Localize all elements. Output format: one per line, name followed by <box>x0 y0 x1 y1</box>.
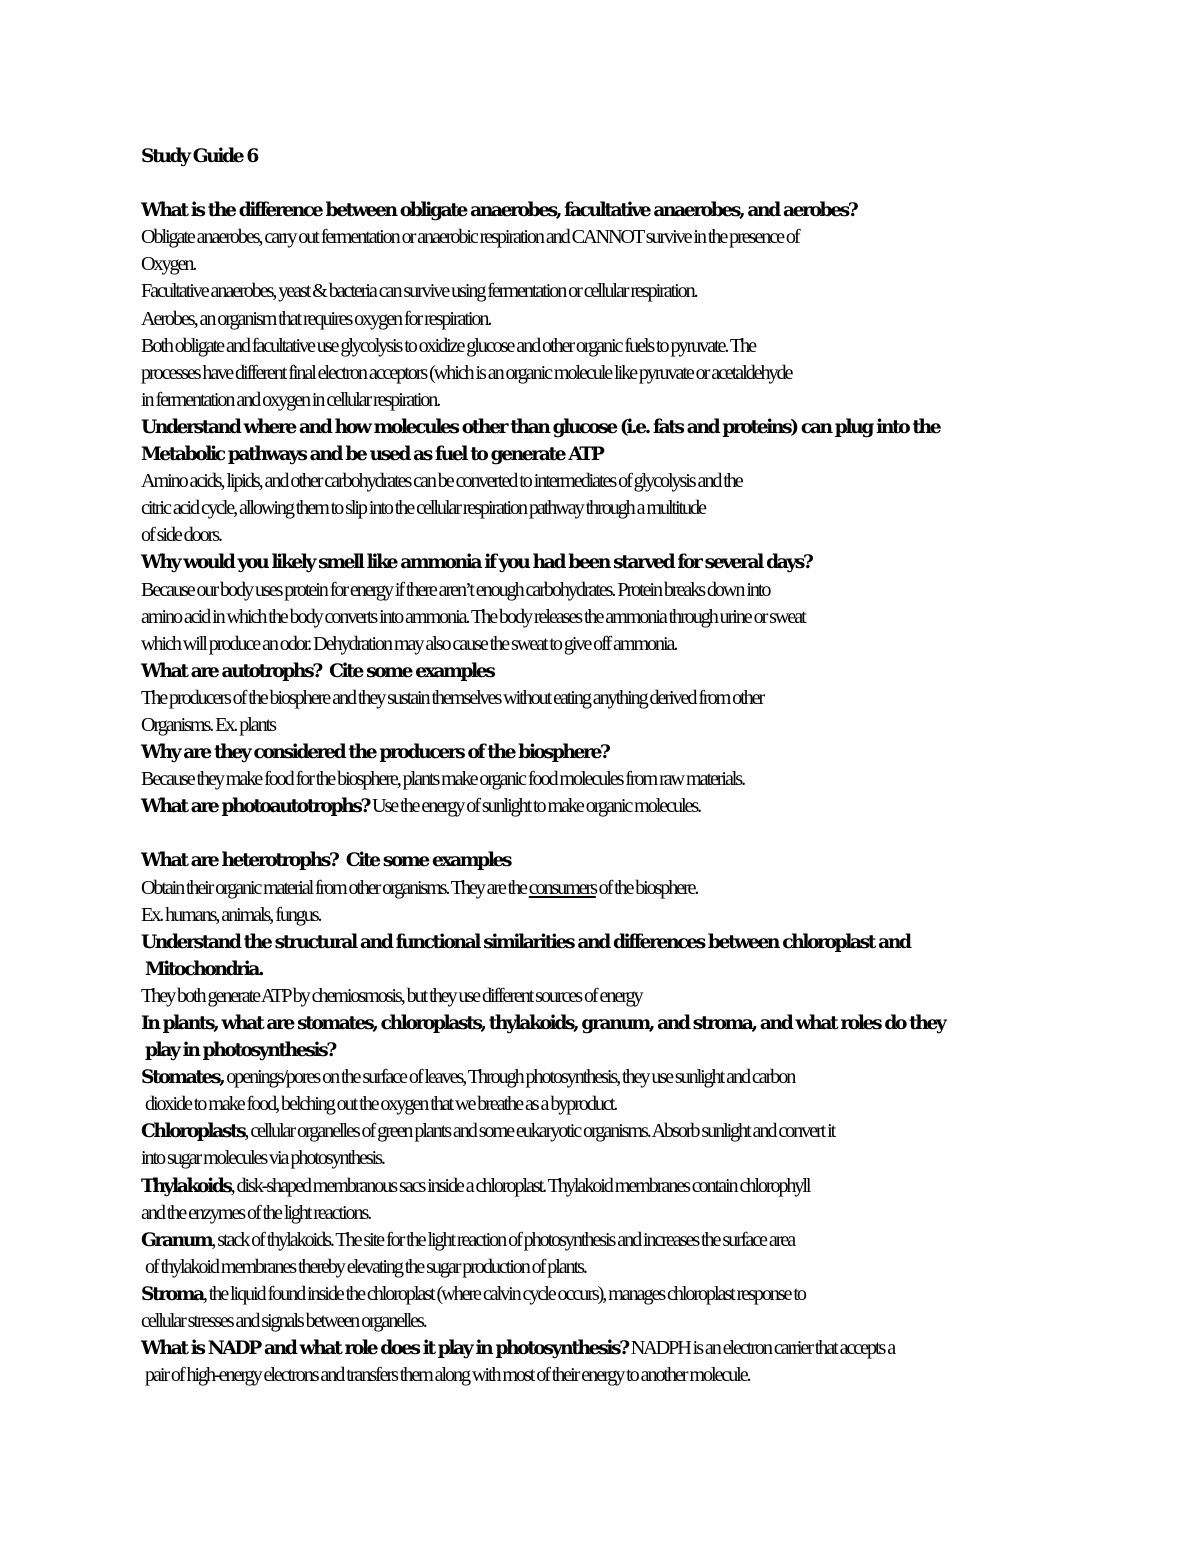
question-heterotrophs: What are heterotrophs? Cite some examples <box>141 850 511 872</box>
answer-line: Aerobes, an organism that requires oxygen for respiration. <box>141 307 491 330</box>
term-thylakoids <box>141 1173 1200 1200</box>
answer-line: amino acid in which the body converts into ammonia. The body releases the ammonia through urine or sweat <box>141 605 805 628</box>
answer-line: Because they make food for the biosphere, plants make organic food molecules from raw materials. <box>141 768 745 791</box>
term-label: Chloroplasts <box>141 1121 245 1143</box>
answer-line <box>141 875 1200 902</box>
blank-line <box>141 820 1200 847</box>
term-granum <box>141 1227 1200 1254</box>
question-aerobes: What is the difference between obligate anaerobes, facultative anaerobes, and aerobes? <box>141 200 857 222</box>
question-photoautotrophs <box>141 793 1200 820</box>
answer-line: pair of high-energy electrons and transfers them along with most of their energy to another molecule. <box>145 1364 750 1387</box>
term-definition: , the liquid found inside the chloroplast (where calvin cycle occurs), manages chloroplast response to <box>202 1282 805 1305</box>
question-text: What is NADP and what role does it play in photosynthesis? <box>141 1338 628 1360</box>
answer-line: processes have different final electron acceptors (which is an organic molecule like pyruvate or acetaldehyde <box>141 361 792 384</box>
answer-line: of thylakoid membranes thereby elevating the sugar production of plants. <box>145 1255 586 1278</box>
question-autotrophs: What are autotrophs? Cite some examples <box>141 660 494 682</box>
term-label: Thylakoids <box>141 1175 231 1197</box>
answer-line: They both generate ATP by chemiosmosis, but they use different sources of energy <box>141 984 642 1007</box>
answer-line: Organisms. Ex. plants <box>141 713 275 736</box>
answer-line: cellular stresses and signals between organelles. <box>141 1310 426 1333</box>
underlined-term: consumers <box>528 876 596 899</box>
answer-line: into sugar molecules via photosynthesis. <box>141 1147 384 1170</box>
blank-line <box>141 170 1200 197</box>
term-stroma <box>141 1281 1200 1308</box>
answer-line: The producers of the biosphere and they sustain themselves without eating anything derived from other <box>141 686 764 709</box>
answer-line: Obligate anaerobes, carry out fermentation or anaerobic respiration and CANNOT survive in the presence of <box>141 226 799 249</box>
answer-line: Both obligate and facultative use glycolysis to oxidize glucose and other organic fuels to pyruvate. The <box>141 334 755 357</box>
answer-text: NADPH is an electron carrier that accepts a <box>627 1337 895 1360</box>
question-other-molecules: Understand where and how molecules other than glucose (i.e. fats and proteins) can plug into the <box>141 416 940 438</box>
answer-line: Facultative anaerobes, yeast & bacteria can survive using fermentation or cellular respiration. <box>141 280 697 303</box>
question-plant-structures-cont: play in photosynthesis? <box>145 1040 335 1062</box>
term-chloroplasts <box>141 1118 1200 1145</box>
question-other-molecules-cont: Metabolic pathways and be used as fuel to generate ATP <box>141 444 603 466</box>
document-title: Study Guide 6 <box>141 146 257 167</box>
answer-line: dioxide to make food, belching out the oxygen that we breathe as a byproduct. <box>145 1093 617 1116</box>
term-label: Stroma <box>141 1283 203 1305</box>
question-nadp <box>141 1335 1200 1362</box>
question-chloroplast-mitochondria-cont: Mitochondria. <box>145 958 263 980</box>
answer-text: Obtain their organic material from other organisms. They are the <box>141 876 529 899</box>
term-definition: , stack of thylakoids. The site for the light reaction of photosynthesis and increases the surface area <box>211 1228 795 1251</box>
answer-line: Ex. humans, animals, fungus. <box>141 903 321 926</box>
answer-line: which will produce an odor. Dehydration may also cause the sweat to give off ammonia. <box>141 632 677 655</box>
term-definition: , disk-shaped membranous sacs inside a chloroplast. Thylakoid membranes contain chlorophyll <box>230 1174 810 1197</box>
term-label: Stomates, <box>141 1067 224 1089</box>
term-definition: , cellular organelles of green plants and some eukaryotic organisms. Absorb sunlight and convert it <box>244 1120 835 1143</box>
term-stomates <box>141 1064 1200 1091</box>
answer-text: Use the energy of sunlight to make organic molecules. <box>369 795 701 818</box>
document-page <box>141 143 1200 1389</box>
answer-line: Because our body uses protein for energy if there aren’t enough carbohydrates. Protein breaks down into <box>141 578 770 601</box>
term-definition: openings/pores on the surface of leaves, Through photosynthesis, they use sunlight and carbon <box>223 1066 795 1089</box>
question-text: What are photoautotrophs? <box>141 796 370 818</box>
answer-text: of the biosphere. <box>595 876 698 899</box>
answer-line: in fermentation and oxygen in cellular respiration. <box>141 388 440 411</box>
answer-line: of side doors. <box>141 524 221 547</box>
question-producers: Why are they considered the producers of the biosphere? <box>141 742 609 764</box>
term-label: Granum <box>141 1229 212 1251</box>
answer-line: Oxygen. <box>141 253 196 276</box>
question-chloroplast-mitochondria: Understand the structural and functional similarities and differences between chloroplast and <box>141 931 910 953</box>
answer-line: and the enzymes of the light reactions. <box>141 1201 371 1224</box>
question-ammonia: Why would you likely smell like ammonia if you had been starved for several days? <box>141 552 812 574</box>
answer-line: Amino acids, lipids, and other carbohydrates can be converted to intermediates of glycolysis and the <box>141 470 742 493</box>
question-plant-structures: In plants, what are stomates, chloroplasts, thylakoids, granum, and stroma, and what roles do they <box>141 1013 945 1034</box>
answer-line: citric acid cycle, allowing them to slip into the cellular respiration pathway through a multitude <box>141 497 705 520</box>
